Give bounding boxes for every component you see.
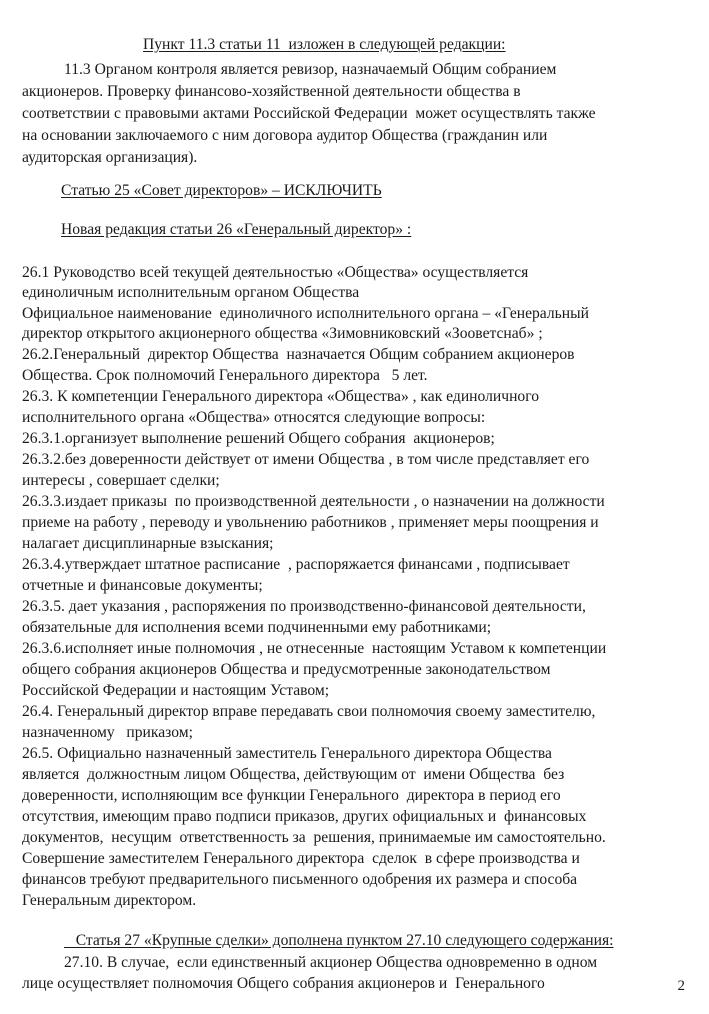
section-11-3-line: аудиторская организация). <box>22 149 198 166</box>
article-26-line: Генеральным директором. <box>22 892 197 909</box>
article-26-line: Официальное наименование единоличного исполнительного органа – «Генеральный <box>22 305 589 322</box>
article-27-line: 27.10. В случае, если единственный акционер Общества одновременно в одном <box>64 954 598 971</box>
article-26-line: Российской Федерации и настоящим Уставом; <box>22 682 330 699</box>
article-27-line: лице осуществляет полномочия Общего собрания акционеров и Генерального <box>22 975 545 992</box>
article-26-line: единоличным исполнительным органом Общества <box>22 284 360 301</box>
article-26-line: 26.3.4.утверждает штатное расписание , распоряжается финансами , подписывает <box>22 556 570 573</box>
page-number: 2 <box>677 978 685 994</box>
article-26-line: исполнительного органа «Общества» относятся следующие вопросы: <box>22 409 486 426</box>
article-26-line: финансов требуют предварительного письменного одобрения их размера и способа <box>22 871 578 888</box>
section-11-3-line: на основании заключаемого с ним договора аудитор Общества (гражданин или <box>22 127 548 144</box>
article-26-line: 26.3. К компетенции Генерального директора «Общества» , как единоличного <box>22 388 540 405</box>
article-26-line: приеме на работу , переводу и увольнению работников , применяет меры поощрения и <box>22 514 599 531</box>
article-26-line: 26.3.6.исполняет иные полномочия , не отнесенные настоящим Уставом к компетенции <box>22 640 607 657</box>
article-26-line: Совершение заместителем Генерального директора сделок в сфере производства и <box>22 850 580 867</box>
article-26-line: 26.1 Руководство всей текущей деятельностью «Общества» осуществляется <box>22 264 529 281</box>
section-11-3-heading: Пункт 11.3 статьи 11 изложен в следующей редакции: <box>143 36 506 53</box>
article-26-line: директор открытого акционерного общества «Зимовниковский «Зооветснаб» ; <box>22 325 543 342</box>
article-26-line: 26.5. Официально назначенный заместитель Генерального директора Общества <box>22 745 552 762</box>
article-26-line: обязательные для исполнения всеми подчиненными ему работниками; <box>22 619 492 636</box>
article-26-line: документов, несущим ответственность за решения, принимаемые им самостоятельно. <box>22 829 606 846</box>
article-26-line: 26.2.Генеральный директор Общества назначается Общим собранием акционеров <box>22 346 575 363</box>
article-26-line: 26.3.3.издает приказы по производственной деятельности , о назначении на должности <box>22 493 605 510</box>
article-26-line: налагает дисциплинарные взыскания; <box>22 535 274 552</box>
article-26-line: 26.4. Генеральный директор вправе передавать свои полномочия своему заместителю, <box>22 703 596 720</box>
article-26-line: 26.3.5. дает указания , распоряжения по производственно-финансовой деятельности, <box>22 598 586 615</box>
section-11-3-line: соответствии с правовыми актами Российской Федерации может осуществлять также <box>22 105 596 122</box>
article-26-heading: Новая редакция статьи 26 «Генеральный директор» : <box>61 221 412 238</box>
article-26-line: интересы , совершает сделки; <box>22 472 220 489</box>
section-11-3-line: акционеров. Проверку финансово-хозяйственной деятельности общества в <box>22 83 521 100</box>
article-26-line: является должностным лицом Общества, действующим от имени Общества без <box>22 766 565 783</box>
article-25-heading: Статью 25 «Совет директоров» – ИСКЛЮЧИТЬ <box>61 182 382 199</box>
section-11-3-line: 11.3 Органом контроля является ревизор, назначаемый Общим собранием <box>64 61 557 78</box>
article-26-line: общего собрания акционеров Общества и предусмотренные законодательством <box>22 661 551 678</box>
article-26-line: доверенности, исполняющим все функции Генерального директора в период его <box>22 787 561 804</box>
article-26-line: Общества. Срок полномочий Генерального директора 5 лет. <box>22 367 428 384</box>
article-27-heading: Статья 27 «Крупные сделки» дополнена пунктом 27.10 следующего содержания: <box>64 932 614 949</box>
article-26-line: отчетные и финансовые документы; <box>22 577 263 594</box>
article-26-line: 26.3.2.без доверенности действует от имени Общества , в том числе представляет его <box>22 451 590 468</box>
article-26-line: отсутствия, имеющим право подписи приказов, других официальных и финансовых <box>22 808 587 825</box>
article-26-line: назначенному приказом; <box>22 724 193 741</box>
article-26-line: 26.3.1.организует выполнение решений Общего собрания акционеров; <box>22 430 495 447</box>
